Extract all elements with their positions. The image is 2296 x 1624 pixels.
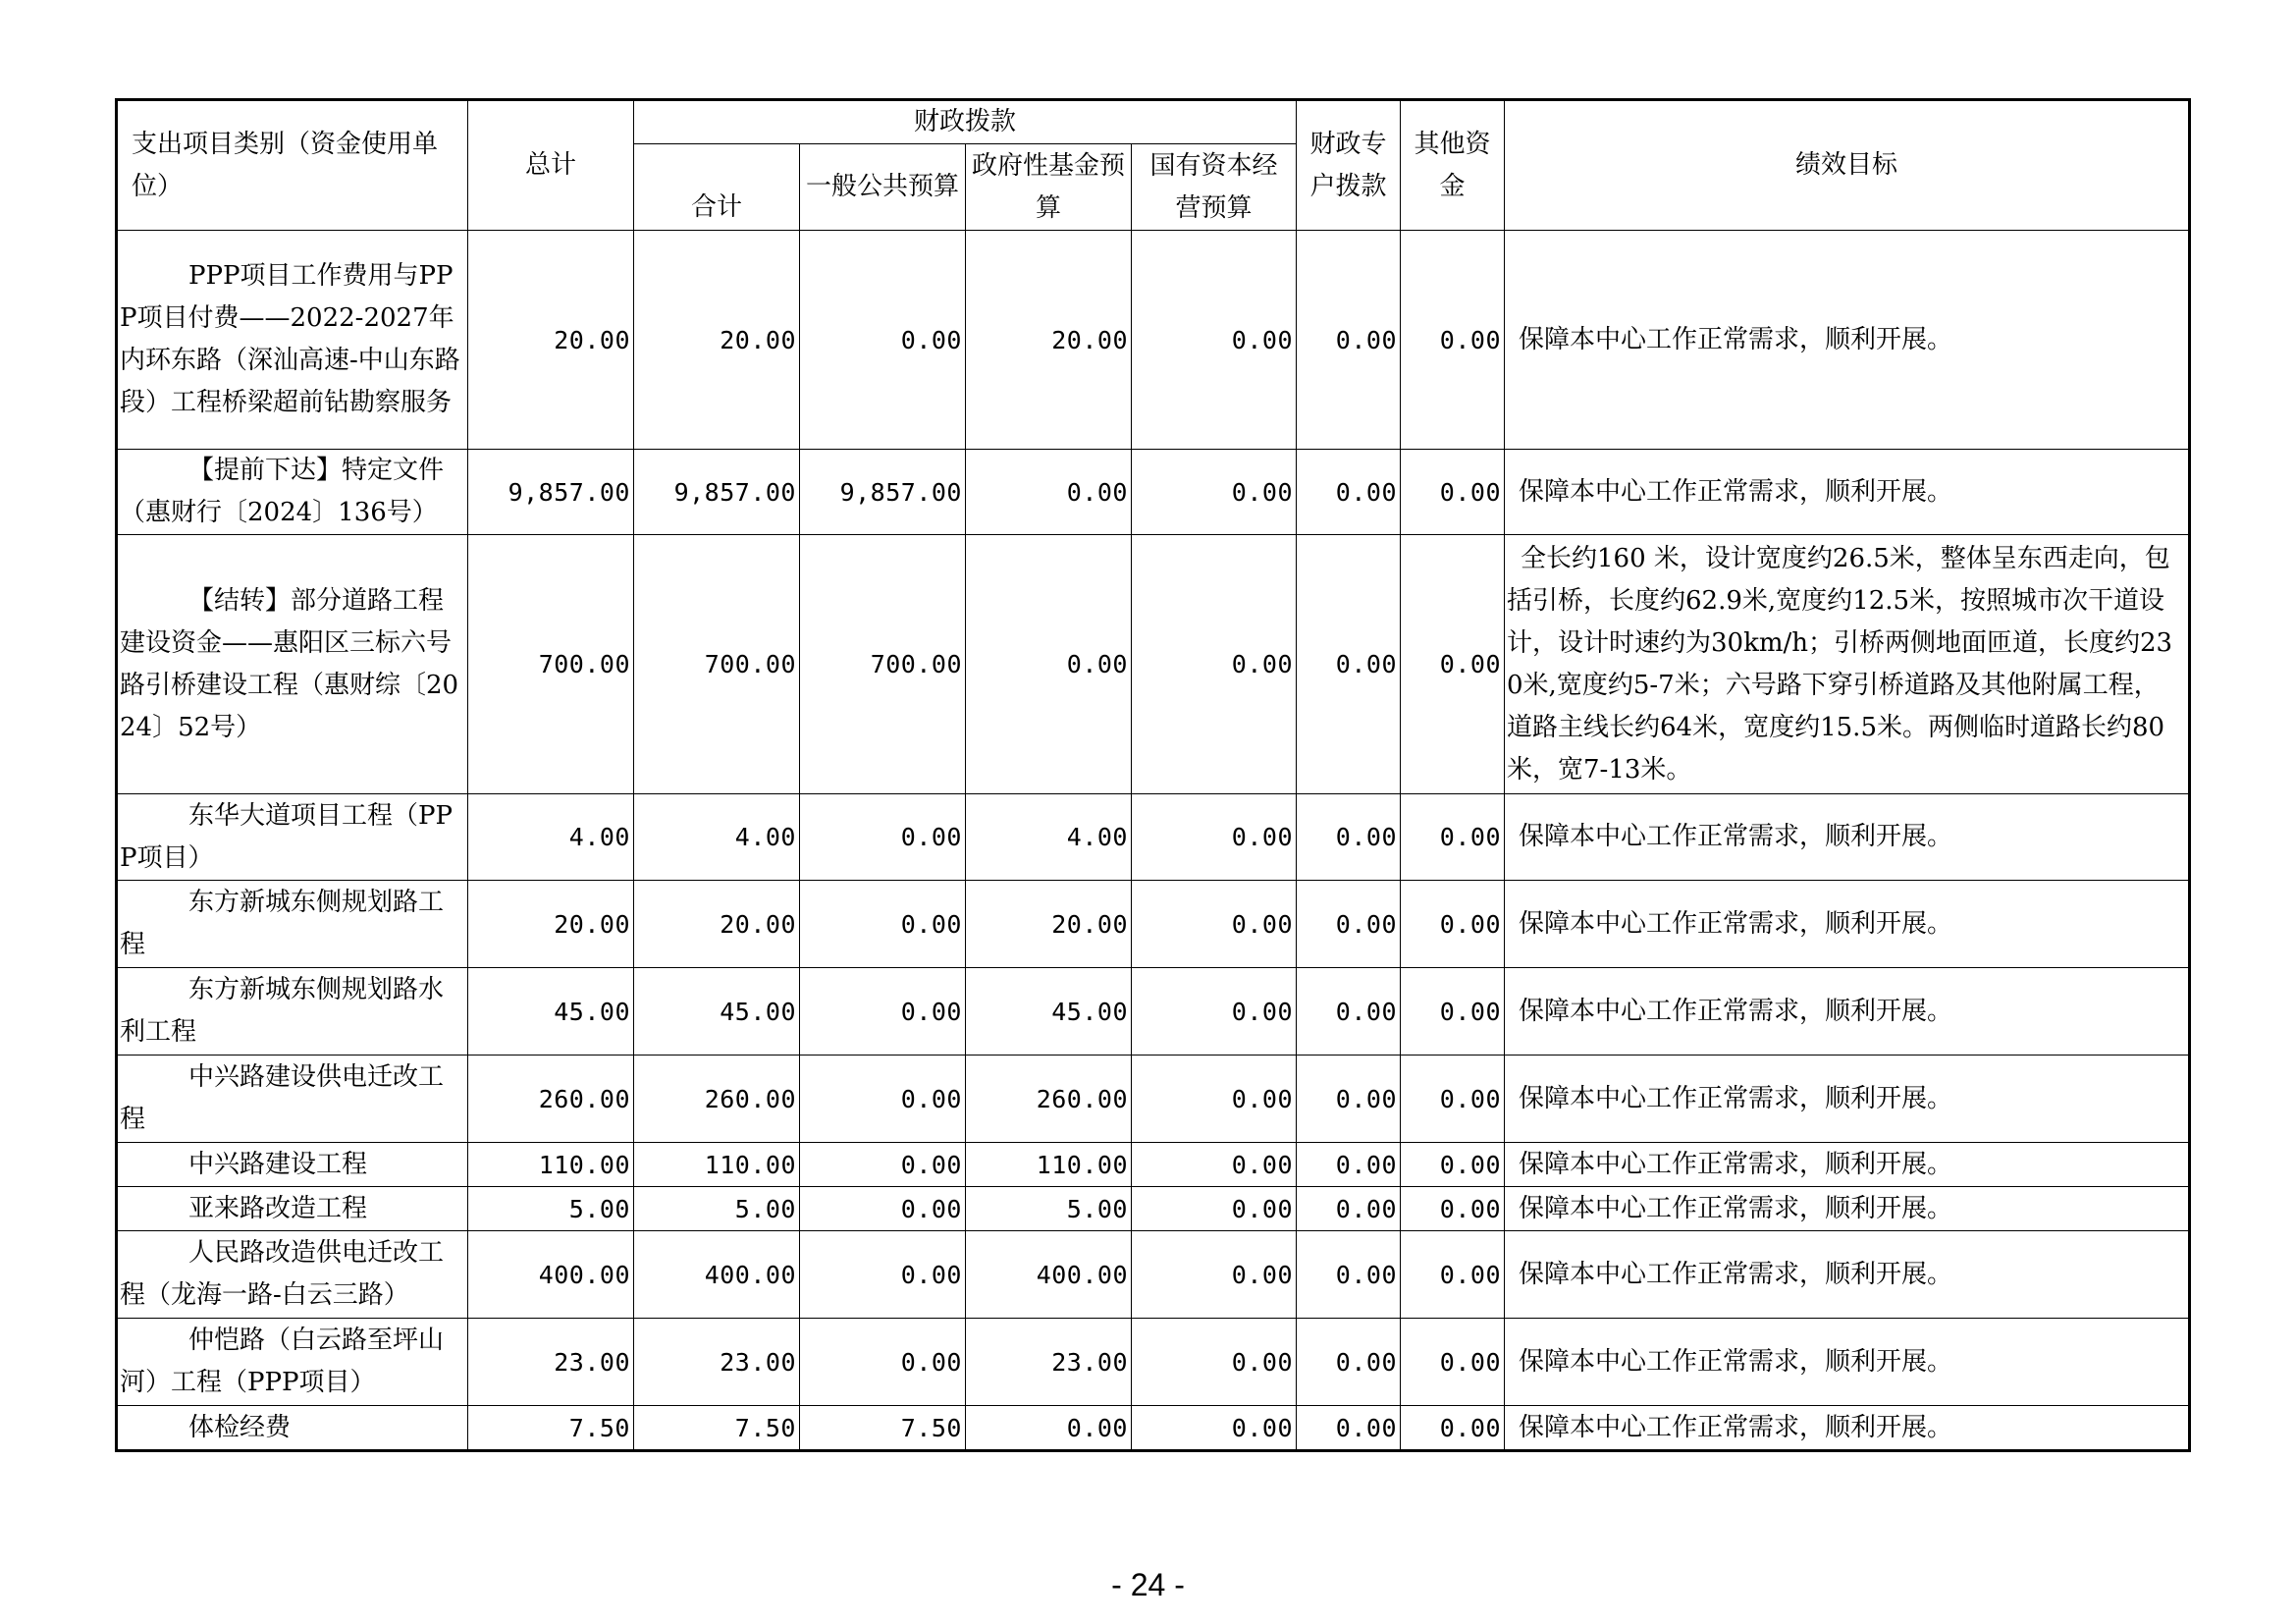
header-total: 总计 [468, 100, 634, 231]
row-state-capital: 0.00 [1132, 1187, 1297, 1231]
table-row [117, 1319, 2190, 1406]
row-goal: 保障本中心工作正常需求，顺利开展。 [1505, 794, 2190, 881]
row-name: 人民路改造供电迁改工程（龙海一路-白云三路） [117, 1231, 468, 1319]
row-special-account: 0.00 [1297, 1143, 1401, 1187]
header-fiscal-group: 财政拨款 [634, 100, 1297, 144]
row-fiscal-sum: 110.00 [634, 1143, 800, 1187]
table-row [117, 1406, 2190, 1451]
row-name: PPP项目工作费用与PPP项目付费——2022-2027年内环东路（深汕高速-中山东路段）工程桥梁超前钻勘察服务 [117, 231, 468, 450]
row-general-budget: 0.00 [800, 1187, 966, 1231]
row-other-funds: 0.00 [1401, 881, 1505, 968]
row-gov-fund: 260.00 [966, 1056, 1132, 1143]
row-state-capital: 0.00 [1132, 968, 1297, 1056]
row-gov-fund: 20.00 [966, 231, 1132, 450]
row-special-account: 0.00 [1297, 535, 1401, 794]
table-row [117, 794, 2190, 881]
row-special-account: 0.00 [1297, 450, 1401, 535]
header-special-account: 财政专户拨款 [1297, 100, 1401, 231]
header-general-budget: 一般公共预算 [800, 144, 966, 231]
table-row [117, 231, 2190, 450]
table-row [117, 1056, 2190, 1143]
row-special-account: 0.00 [1297, 1187, 1401, 1231]
row-gov-fund: 0.00 [966, 450, 1132, 535]
row-special-account: 0.00 [1297, 1406, 1401, 1451]
table-row [117, 1231, 2190, 1319]
row-other-funds: 0.00 [1401, 1406, 1505, 1451]
row-name: 【结转】部分道路工程建设资金——惠阳区三标六号路引桥建设工程（惠财综〔2024〕52号） [117, 535, 468, 794]
row-state-capital: 0.00 [1132, 450, 1297, 535]
row-total: 700.00 [468, 535, 634, 794]
row-total: 9,857.00 [468, 450, 634, 535]
row-state-capital: 0.00 [1132, 1143, 1297, 1187]
row-goal: 保障本中心工作正常需求，顺利开展。 [1505, 1231, 2190, 1319]
row-total: 7.50 [468, 1406, 634, 1451]
row-name: 【提前下达】特定文件（惠财行〔2024〕136号） [117, 450, 468, 535]
row-general-budget: 0.00 [800, 231, 966, 450]
row-goal: 全长约160 米，设计宽度约26.5米，整体呈东西走向，包括引桥，长度约62.9米,宽度约12.5米，按照城市次干道设计，设计时速约为30km/h；引桥两侧地面匝道，长度约230米,宽度约5-7米；六号路下穿引桥道路及其他附属工程，道路主线长约64米，宽度约15.5米。两侧临时道路长约80米，宽7-13米。 [1505, 535, 2190, 794]
row-goal: 保障本中心工作正常需求，顺利开展。 [1505, 881, 2190, 968]
row-general-budget: 0.00 [800, 1143, 966, 1187]
row-state-capital: 0.00 [1132, 1319, 1297, 1406]
row-fiscal-sum: 23.00 [634, 1319, 800, 1406]
budget-table [115, 98, 2191, 1452]
row-other-funds: 0.00 [1401, 1056, 1505, 1143]
row-gov-fund: 0.00 [966, 535, 1132, 794]
row-gov-fund: 4.00 [966, 794, 1132, 881]
row-other-funds: 0.00 [1401, 231, 1505, 450]
row-general-budget: 9,857.00 [800, 450, 966, 535]
row-fiscal-sum: 20.00 [634, 231, 800, 450]
row-special-account: 0.00 [1297, 1231, 1401, 1319]
row-goal: 保障本中心工作正常需求，顺利开展。 [1505, 1406, 2190, 1451]
row-special-account: 0.00 [1297, 881, 1401, 968]
row-other-funds: 0.00 [1401, 1231, 1505, 1319]
row-total: 20.00 [468, 231, 634, 450]
row-special-account: 0.00 [1297, 968, 1401, 1056]
row-total: 23.00 [468, 1319, 634, 1406]
row-gov-fund: 23.00 [966, 1319, 1132, 1406]
row-other-funds: 0.00 [1401, 535, 1505, 794]
row-other-funds: 0.00 [1401, 1143, 1505, 1187]
row-name: 体检经费 [117, 1406, 468, 1451]
row-state-capital: 0.00 [1132, 881, 1297, 968]
row-general-budget: 0.00 [800, 1231, 966, 1319]
row-general-budget: 0.00 [800, 1056, 966, 1143]
row-total: 260.00 [468, 1056, 634, 1143]
row-name: 东华大道项目工程（PPP项目） [117, 794, 468, 881]
header-category: 支出项目类别（资金使用单位） [117, 100, 468, 231]
row-general-budget: 0.00 [800, 1319, 966, 1406]
row-gov-fund: 20.00 [966, 881, 1132, 968]
table-row [117, 1143, 2190, 1187]
row-general-budget: 7.50 [800, 1406, 966, 1451]
row-state-capital: 0.00 [1132, 535, 1297, 794]
row-goal: 保障本中心工作正常需求，顺利开展。 [1505, 231, 2190, 450]
row-other-funds: 0.00 [1401, 794, 1505, 881]
row-goal: 保障本中心工作正常需求，顺利开展。 [1505, 968, 2190, 1056]
row-gov-fund: 400.00 [966, 1231, 1132, 1319]
row-fiscal-sum: 5.00 [634, 1187, 800, 1231]
row-gov-fund: 45.00 [966, 968, 1132, 1056]
row-special-account: 0.00 [1297, 231, 1401, 450]
row-total: 4.00 [468, 794, 634, 881]
row-state-capital: 0.00 [1132, 794, 1297, 881]
row-general-budget: 0.00 [800, 968, 966, 1056]
row-total: 400.00 [468, 1231, 634, 1319]
row-name: 仲恺路（白云路至坪山河）工程（PPP项目） [117, 1319, 468, 1406]
header-other-funds: 其他资金 [1401, 100, 1505, 231]
row-gov-fund: 110.00 [966, 1143, 1132, 1187]
row-state-capital: 0.00 [1132, 1056, 1297, 1143]
row-total: 5.00 [468, 1187, 634, 1231]
row-total: 45.00 [468, 968, 634, 1056]
table-row [117, 450, 2190, 535]
table-row [117, 968, 2190, 1056]
row-general-budget: 0.00 [800, 881, 966, 968]
row-gov-fund: 5.00 [966, 1187, 1132, 1231]
row-fiscal-sum: 9,857.00 [634, 450, 800, 535]
row-name: 中兴路建设工程 [117, 1143, 468, 1187]
row-general-budget: 0.00 [800, 794, 966, 881]
table-row [117, 1187, 2190, 1231]
header-performance-goal: 绩效目标 [1505, 100, 2190, 231]
row-fiscal-sum: 45.00 [634, 968, 800, 1056]
row-other-funds: 0.00 [1401, 450, 1505, 535]
row-other-funds: 0.00 [1401, 968, 1505, 1056]
row-goal: 保障本中心工作正常需求，顺利开展。 [1505, 1319, 2190, 1406]
row-general-budget: 700.00 [800, 535, 966, 794]
row-total: 20.00 [468, 881, 634, 968]
row-state-capital: 0.00 [1132, 231, 1297, 450]
row-other-funds: 0.00 [1401, 1187, 1505, 1231]
header-fiscal-sum: 合计 [634, 144, 800, 231]
row-fiscal-sum: 20.00 [634, 881, 800, 968]
header-state-capital: 国有资本经营预算 [1132, 144, 1297, 231]
row-fiscal-sum: 260.00 [634, 1056, 800, 1143]
page-number: - 24 - [1111, 1567, 1185, 1602]
row-gov-fund: 0.00 [966, 1406, 1132, 1451]
row-goal: 保障本中心工作正常需求，顺利开展。 [1505, 1143, 2190, 1187]
row-name: 东方新城东侧规划路工程 [117, 881, 468, 968]
header-gov-fund: 政府性基金预算 [966, 144, 1132, 231]
row-state-capital: 0.00 [1132, 1231, 1297, 1319]
row-goal: 保障本中心工作正常需求，顺利开展。 [1505, 1056, 2190, 1143]
row-goal: 保障本中心工作正常需求，顺利开展。 [1505, 1187, 2190, 1231]
row-name: 东方新城东侧规划路水利工程 [117, 968, 468, 1056]
row-special-account: 0.00 [1297, 794, 1401, 881]
table-row [117, 535, 2190, 794]
row-fiscal-sum: 4.00 [634, 794, 800, 881]
row-name: 中兴路建设供电迁改工程 [117, 1056, 468, 1143]
row-other-funds: 0.00 [1401, 1319, 1505, 1406]
row-goal: 保障本中心工作正常需求，顺利开展。 [1505, 450, 2190, 535]
row-total: 110.00 [468, 1143, 634, 1187]
row-name: 亚来路改造工程 [117, 1187, 468, 1231]
row-special-account: 0.00 [1297, 1056, 1401, 1143]
row-fiscal-sum: 400.00 [634, 1231, 800, 1319]
row-state-capital: 0.00 [1132, 1406, 1297, 1451]
row-fiscal-sum: 7.50 [634, 1406, 800, 1451]
table-row [117, 881, 2190, 968]
row-special-account: 0.00 [1297, 1319, 1401, 1406]
row-fiscal-sum: 700.00 [634, 535, 800, 794]
